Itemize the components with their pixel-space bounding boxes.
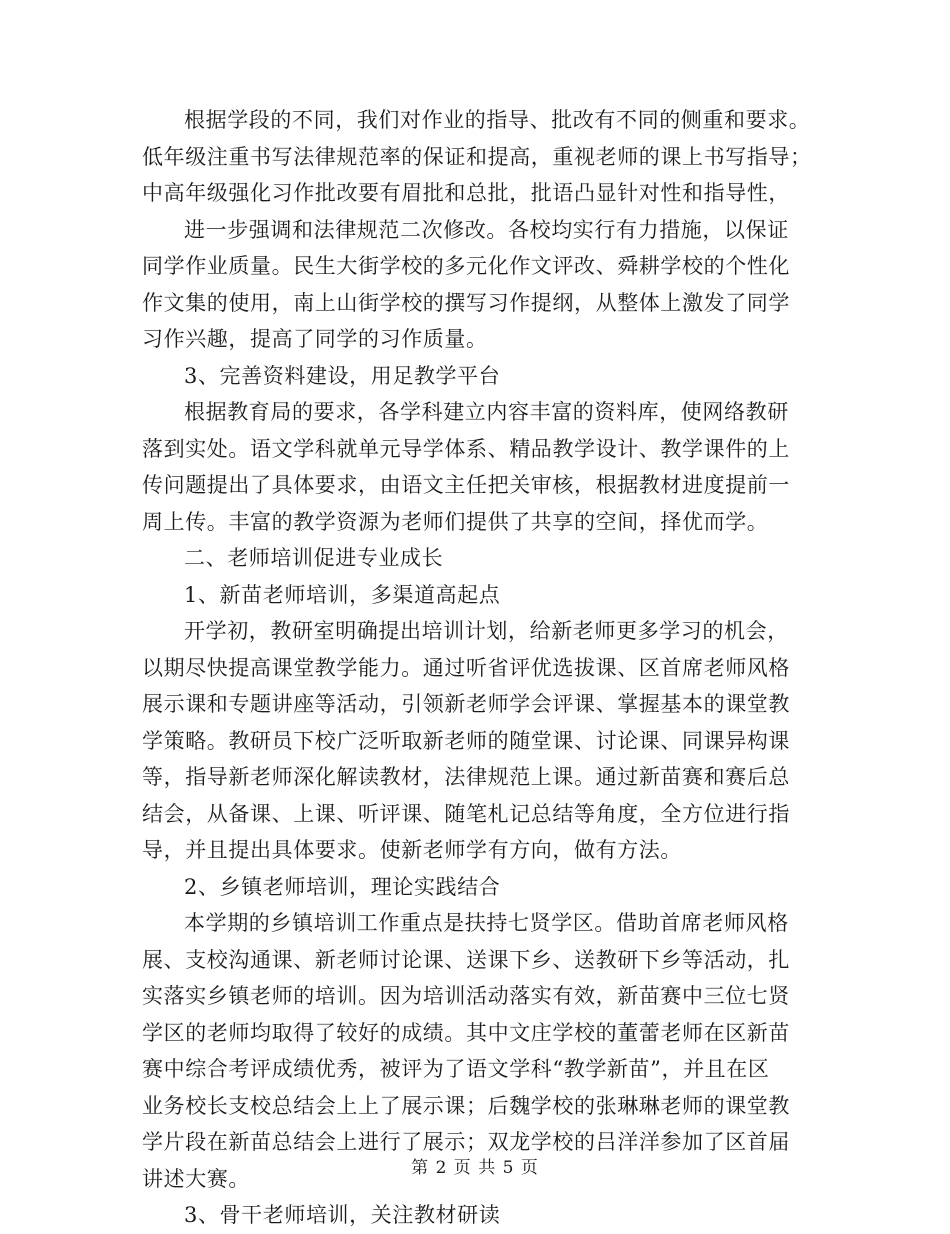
paragraph-new-teacher-training: 开学初，教研室明确提出培训计划，给新老师更多学习的机会， 以期尽快提高课堂教学能力。通过听省评优选拔课、区首席老师风格 展示课和专题讲座等活动，引领新老师学会评课、掌握基本的课堂教 学策略。教研员下校广泛听取新老师的随堂课、讨论课、同课异构课 等，指导新老师深化解读教材，法律规范上课。通过新苗赛和赛后总 结会，从备课、上课、听评课、随笔札记总结等角度，全方位进行指 导，并且提出具体要求。使新老师学有方向，做有方法。 (142, 619, 790, 862)
document-body (142, 102, 812, 1234)
heading-resource-building: 3、完善资料建设，用足教学平台 (184, 363, 501, 388)
paragraph-township-training: 本学期的乡镇培训工作重点是扶持七贤学区。借助首席老师风格 展、支校沟通课、新老师讨论课、送课下乡、送教研下乡等活动，扎 实落实乡镇老师的培训。因为培训活动落实有效，新苗赛中三位七贤 学区的老师均取得了较好的成绩。其中文庄学校的董蕾老师在区新苗 赛中综合考评成绩优秀，被评为了语文学科“教学新苗”，并且在区 业务校长支校总结会上上了展示课；后魏学校的张琳琳老师的课堂教 学片段在新苗总结会上进行了展示；双龙学校的吕洋洋参加了区首届 讲述大赛。 (142, 911, 790, 1191)
heading-new-teacher-training: 1、新苗老师培训，多渠道高起点 (184, 582, 501, 607)
page-number-footer: 第 2 页 共 5 页 (411, 1158, 539, 1178)
heading-township-training: 2、乡镇老师培训，理论实践结合 (184, 874, 501, 899)
paragraph-resource-library: 根据教育局的要求，各学科建立内容丰富的资料库，使网络教研 落到实处。语文学科就单元导学体系、精品教学设计、教学课件的上 传问题提出了具体要求，由语文主任把关审核，根据教材进度提前一 周上传。丰富的教学资源为老师们提供了共享的空间，择优而学。 (142, 400, 790, 534)
heading-backbone-training: 3、骨干老师培训，关注教材研读 (184, 1203, 501, 1227)
paragraph-revision-measures: 进一步强调和法律规范二次修改。各校均实行有力措施，以保证 同学作业质量。民生大街学校的多元化作文评改、舜耕学校的个性化 作文集的使用，南上山街学校的撰写习作提纲，从整体上激发了同学 习作兴趣，提高了同学的习作质量。 (142, 217, 790, 351)
heading-teacher-training: 二、老师培训促进专业成长 (184, 546, 444, 570)
paragraph-homework-guidance: 根据学段的不同，我们对作业的指导、批改有不同的侧重和要求。 低年级注重书写法律规范率的保证和提高，重视老师的课上书写指导； 中高年级强化习作批改要有眉批和总批，批语凸显针对性和指导性， (142, 108, 812, 205)
